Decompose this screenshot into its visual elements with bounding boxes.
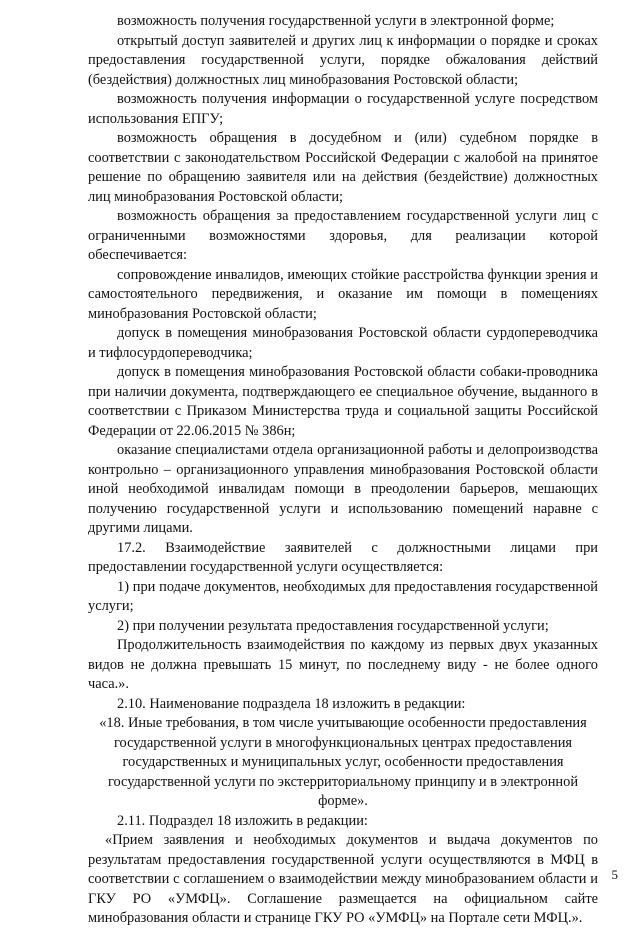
paragraph-electronic-form: возможность получения государственной услуги в электронной форме; xyxy=(117,13,555,29)
document-page xyxy=(88,12,598,929)
paragraph-2-11: 2.11. Подраздел 18 изложить в редакции: xyxy=(117,812,368,829)
list-item-2: 2) при получении результата предоставления государственной услуги; xyxy=(117,617,549,634)
paragraph-17-2: 17.2. Взаимодействие заявителей с должностными лицами при предоставлении государственной услуги осуществляется: xyxy=(88,539,598,575)
paragraph-escort: сопровождение инвалидов, имеющих стойкие расстройства функции зрения и самостоятельного передвижения, и оказание им помощи в помещениях минобразования Ростовской области; xyxy=(88,266,598,322)
paragraph-2-10: 2.10. Наименование подраздела 18 изложить в редакции: xyxy=(117,695,466,712)
section-title-18: «18. Иные требования, в том числе учитывающие особенности предоставления государственной услуги в многофункциональных центрах предоставления государственных и муниципальных услуг, особенности предоставления государственной услуги по экстерриториальному принципу и в электронной форме». xyxy=(99,715,587,809)
paragraph-interpreter: допуск в помещения минобразования Ростовской области сурдопереводчика и тифлосурдопереводчика; xyxy=(88,325,598,361)
list-item-1: 1) при подаче документов, необходимых для предоставления государственной услуги; xyxy=(88,578,598,614)
paragraph-guide-dog: допуск в помещения минобразования Ростовской области собаки-проводника при наличии документа, подтверждающего ее специальное обучение, выданного в соответствии с Приказом Министерства труда и социальной защиты Российской Федерации от 22.06.2015 № 386н; xyxy=(88,364,598,439)
paragraph-appeal: возможность обращения в досудебном и (или) судебном порядке в соответствии с законодательством Российской Федерации с жалобой на принятое решение по обращению заявителя или на действия (бездействие) должностных лиц минобразования Ростовской области; xyxy=(88,130,598,205)
paragraph-disabled-access: возможность обращения за предоставлением государственной услуги лиц с ограниченными возможностями здоровья, для реализации которой обеспечивается: xyxy=(88,208,598,263)
paragraph-staff-assistance: оказание специалистами отдела организационной работы и делопроизводства контрольно – организационного управления минобразования Ростовской области иной необходимой инвалидам помощи в преодолении барьеров, мешающих получению государственной услуги и использованию помещений наравне с другими лицами. xyxy=(88,442,598,536)
paragraph-epgu-info: возможность получения информации о государственной услуге посредством использования ЕПГУ; xyxy=(88,91,598,127)
page-number: 5 xyxy=(611,867,618,882)
paragraph-mfc: «Прием заявления и необходимых документов и выдача документов по результатам предоставления государственной услуги осуществляются в МФЦ в соответствии с соглашением о взаимодействии между минобразованием области и ГКУ РО «УМФЦ». Соглашение размещается на официальном сайте минобразования области и странице ГКУ РО «УМФЦ» на Портале сети МФЦ.». xyxy=(88,832,598,926)
paragraph-open-access: открытый доступ заявителей и других лиц к информации о порядке и сроках предоставления государственной услуги, порядке обжалования действий (бездействия) должностных лиц минобразования Ростовской области; xyxy=(88,32,598,88)
paragraph-duration: Продолжительность взаимодействия по каждому из первых двух указанных видов не должна превышать 15 минут, по последнему виду - не более одного часа.». xyxy=(88,637,598,692)
